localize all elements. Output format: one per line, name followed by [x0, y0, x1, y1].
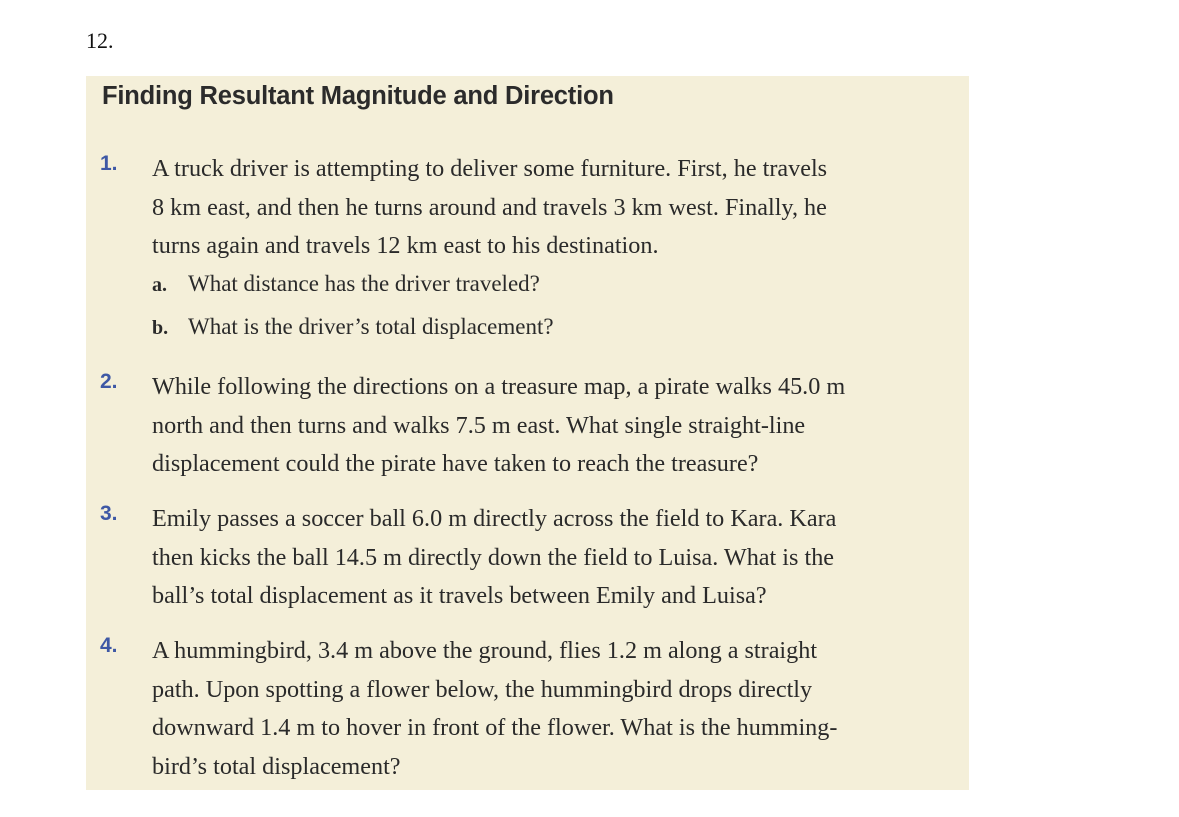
problem-line: While following the directions on a treasure map, a pirate walks 45.0 m: [152, 373, 846, 400]
subquestion-b: [152, 314, 967, 340]
problem-text: [152, 632, 967, 786]
subquestion-letter: b.: [152, 317, 169, 339]
problem-number: 2.: [100, 370, 118, 393]
problem-line: north and then turns and walks 7.5 m east. What single straight-line: [152, 411, 806, 439]
question-number: 12.: [86, 28, 114, 53]
problem-number: 3.: [100, 502, 118, 525]
problem-line: downward 1.4 m to hover in front of the flower. What is the humming-: [152, 714, 838, 741]
problem-text: [152, 368, 967, 484]
problem-line: bird’s total displacement?: [152, 752, 401, 780]
problem-text: [152, 500, 967, 616]
problem-panel: [86, 76, 969, 790]
problem-line: displacement could the pirate have taken to reach the treasure?: [152, 450, 759, 477]
section-heading: Finding Resultant Magnitude and Direction: [102, 82, 614, 110]
problem-line: Emily passes a soccer ball 6.0 m directly across the field to Kara. Kara: [152, 505, 837, 532]
subquestion-a: [152, 271, 967, 297]
problem-text: [152, 150, 967, 266]
subquestion-text: What is the driver’s total displacement?: [188, 314, 554, 339]
problem-line: path. Upon spotting a flower below, the hummingbird drops directly: [152, 675, 813, 703]
subquestion-letter: a.: [152, 274, 167, 296]
problem-line: turns again and travels 12 km east to his destination.: [152, 232, 659, 259]
problem-line: ball’s total displacement as it travels between Emily and Luisa?: [152, 582, 767, 609]
problem-line: 8 km east, and then he turns around and travels 3 km west. Finally, he: [152, 193, 827, 221]
problem-line: then kicks the ball 14.5 m directly down the field to Luisa. What is the: [152, 543, 835, 571]
problem-line: A hummingbird, 3.4 m above the ground, flies 1.2 m along a straight: [152, 637, 818, 664]
problem-number: 1.: [100, 152, 118, 175]
problem-line: A truck driver is attempting to deliver some furniture. First, he travels: [152, 155, 828, 182]
problem-number: 4.: [100, 634, 118, 657]
subquestion-text: What distance has the driver traveled?: [188, 271, 540, 296]
